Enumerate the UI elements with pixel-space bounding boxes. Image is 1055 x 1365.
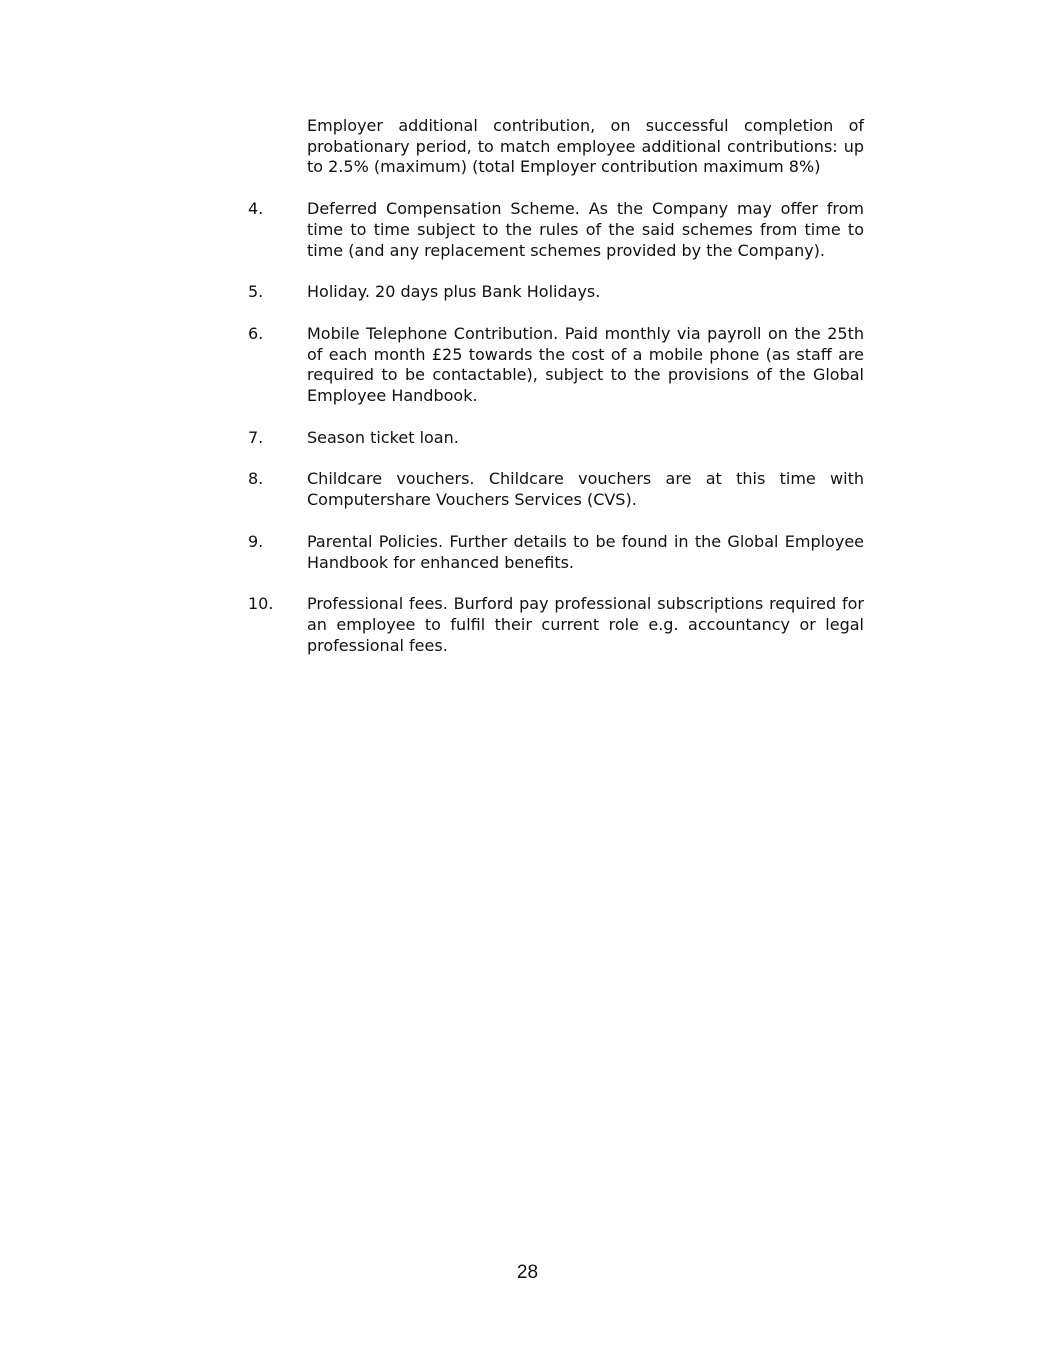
list-item bbox=[248, 324, 864, 407]
list-item bbox=[248, 199, 864, 261]
list-item-text: Parental Policies. Further details to be found in the Global Employee Handbook for enhanced benefits. bbox=[307, 531, 864, 572]
list-item-text: Mobile Telephone Contribution. Paid monthly via payroll on the 25th of each month £25 towards the cost of a mobile phone (as staff are required to be contactable), subject to the provisions of the Global Employee Handbook. bbox=[307, 323, 864, 406]
list-item bbox=[248, 428, 864, 449]
list-item-number: 10. bbox=[248, 594, 274, 614]
page-number: 28 bbox=[516, 1262, 539, 1283]
list-item bbox=[248, 469, 864, 510]
list-item-number: 4. bbox=[248, 199, 264, 219]
list-item-number: 9. bbox=[248, 531, 264, 551]
list-item-number: 8. bbox=[248, 469, 264, 489]
list-item bbox=[248, 532, 864, 573]
list-item-text: Season ticket loan. bbox=[307, 427, 459, 447]
intro-paragraph: Employer additional contribution, on successful completion of probationary period, to match employee additional contributions: up to 2.5% (maximum) (total Employer contribution maximum 8%) bbox=[307, 116, 864, 177]
list-item bbox=[248, 594, 864, 656]
list-item-text: Professional fees. Burford pay professional subscriptions required for an employee to fulfil their current role e.g. accountancy or legal professional fees. bbox=[307, 594, 864, 655]
list-item-number: 7. bbox=[248, 427, 264, 447]
list-item-text: Holiday. 20 days plus Bank Holidays. bbox=[307, 282, 601, 302]
list-item-text: Deferred Compensation Scheme. As the Company may offer from time to time subject to the rules of the said schemes from time to time (and any replacement schemes provided by the Company). bbox=[307, 199, 864, 260]
list-item bbox=[248, 282, 864, 303]
list-item-number: 5. bbox=[248, 282, 264, 302]
list-item-number: 6. bbox=[248, 323, 264, 343]
list-item-text: Childcare vouchers. Childcare vouchers are at this time with Computershare Vouchers Services (CVS). bbox=[307, 469, 864, 510]
document-body bbox=[248, 116, 864, 656]
